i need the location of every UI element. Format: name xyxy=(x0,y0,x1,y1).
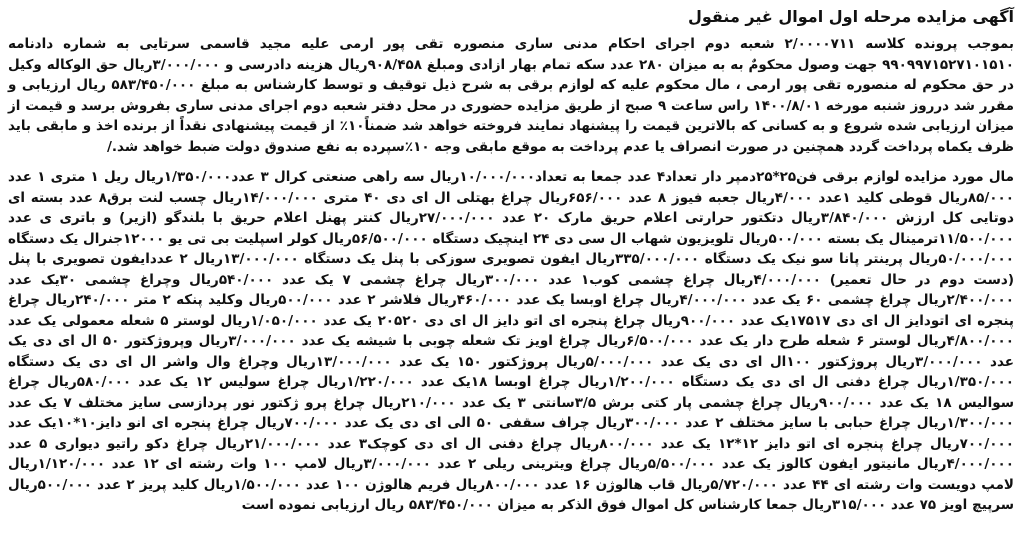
auction-items-paragraph: مال مورد مزایده لوازم برقی فن۲۵*۲۵دمپر دار تعداد۴ عدد جمعا به تعداد۱۰/۰۰۰/۰۰۰ریال سه راهی صنعتی کرال ۳ عدد۱/۳۵۰/۰۰۰ریال ریل ۱ متری ۱ عدد ۸۵/۰۰۰ریال قوطی کلید ۱عدد ۴/۰۰۰ریال جعبه فیوز ۸ عدد ۶۵۶/۰۰۰ریال چراغ بهتلی ال ای دی ۴۰ متری ۱۴/۰۰۰/۰۰۰ریال چسب لنت برق۸ عدد بسته ای دوتایی کل ارزش ۳/۸۴۰/۰۰۰ریال دتکتور حرارتی اعلام حریق مارک ۲۰ عدد ۲۷/۰۰۰/۰۰۰ریال کنتر پهنل اعلام حریق با بلندگو (ازیر) و باتری ی عدد ۱۱/۵۰۰/۰۰۰ترمینال یک بسته ۵۰۰/۰۰۰ریال تلویزیون شهاب ال سی دی ۲۴ اینچیک دستگاه ۵۶/۵۰۰/۰۰۰ریال کولر اسپلیت بی تی یو ۱۲۰۰۰جنرال یک دستگاه ۵۰/۰۰۰/۰۰۰ریال پرینتر پانا سو نیک یک دستگاه ۳۳۵/۰۰۰/۰۰۰ریال ایفون تصویری سوزکی با پنل یک دستگاه ۱۳/۰۰۰/۰۰۰ریال ۲ عددایفون تصویری با پنل (دست دوم در حال تعمیر) ۴/۰۰۰/۰۰۰ریال چراغ چشمی کوب۱ عدد ۳۰۰/۰۰۰ریال چراغ چشمی ۷ یک عدد ۵۴۰/۰۰۰ریال وچراغ چشمی ۳۰یک عدد ۲/۴۰۰/۰۰۰ریال چراغ چشمی ۶۰ یک عدد ۴/۰۰۰/۰۰۰ریال چراغ اوبسا یک عدد ۴۶۰/۰۰۰ریال فلاشر ۲ عدد ۵۰۰/۰۰۰ریال وکلید پنکه ۲ متر ۲۴۰/۰۰۰ریال چراغ پنجره ای اتودایز ال ای دی ۱۷۵۱۷یک عدد ۹۰۰/۰۰۰ریال چراغ پنجره ای اتو دایز ال ای دی ۲۰۵۲۰ یک عدد ۱/۰۵۰/۰۰۰ریال لوستر ۵ شعله معمولی یک عدد ۴/۸۰۰/۰۰۰ریال لوستر ۶ شعله طرح دار یک عدد ۶/۵۰۰/۰۰۰ریال چراغ اویز تک شعله چوبی با شیشه یک عدد ۳/۰۰۰/۰۰۰ریال وپروژکتور ۵۰ ال ای دی یک عدد ۳/۰۰۰/۰۰۰ریال پروژکتور ۱۰۰ال ای دی یک عدد ۵/۰۰۰/۰۰۰ریال پروژکتور ۱۵۰ یک عدد ۱۳/۰۰۰/۰۰۰ریال وچراغ وال واشر ال ای دی یک دستگاه ۱/۳۵۰/۰۰۰ریال چراغ دفنی ال ای دی یک دستگاه ۱/۲۰۰/۰۰۰ریال چراغ اوبسا ۱۸یک عدد ۱/۲۲۰/۰۰۰ریال چراغ سولیس ۱۲ یک عدد ۵۸۰/۰۰۰ریال چراغ سوالیس ۱۸ یک عدد ۹۰۰/۰۰۰ریال چراغ چشمی پار کتی برش ۳/۵سانتی ۳ یک عدد ۲۱۰/۰۰۰ریال چراغ پرو ژکتور نور پردازسی سایز مختلف ۷ یک عدد ۱/۳۰۰/۰۰۰ریال چراغ حبابی با سایز مختلف ۲ عدد ۳۰۰/۰۰۰ریال چراف سقفی ۵۰ الی ای دی یک عدد ۷۰۰/۰۰۰ریال چراغ پنجره ای انو دایز۱۰*۱۰یک عدد ۷۰۰/۰۰۰ریال چراغ پنجره ای اتو دایز ۱۲*۱۲ یک عدد ۸۰۰/۰۰۰ریال چراغ دفنی ال ای دی کوچک۳ عدد ۲۱/۰۰۰/۰۰۰ریال چراغ دکو راتیو دیواری ۵ عدد ۴/۰۰۰/۰۰۰ریال مانیتور ایفون کالوز یک عدد ۵/۵۰۰/۰۰۰ریال چراغ ویترینی ریلی ۲ عدد ۳/۰۰۰/۰۰۰ریال لامپ ۱۰۰ وات رشته ای ۱۲ عدد ۱/۱۲۰/۰۰۰ریال لامپ دویست وات رشته ای ۴۴ عدد ۵/۷۲۰/۰۰۰ریال قاب هالوژن ۱۶ عدد ۸۰۰/۰۰۰ریال فریم هالوژن ۱۰۰ عدد ۱/۵۰۰/۰۰۰ریال کلید پریز ۲ عدد ۵۰۰/۰۰۰ریال سرپیچ اویز ۷۵ عدد ۳۱۵/۰۰۰ریال جمعا کارشناس کل اموال فوق الذکر به میزان ۵۸۳/۴۵۰/۰۰۰ ریال ارزیابی نموده است xyxy=(8,169,1014,513)
paragraph-spacer xyxy=(8,157,1014,167)
case-details-paragraph: بموجب پرونده کلاسه ۲/۰۰۰۰۷۱۱ شعبه دوم اجرای احکام مدنی ساری منصوره تقی پور ارمی علیه مجید قاسمی سرتایی به شماره دادنامه ۹۹۰۹۹۷۱۵۲۷۱۰۱۵۱۰ جهت وصول محکوم‌ٌ به به میزان ۲۸۰ عدد سکه تمام بهار ازادی ومبلغ ۹۰۸/۴۵۸ریال هزینه دادرسی و ۳/۰۰۰/۰۰۰ریال حق الوکاله وکیل در حق محکوم له منصوره تقی پور ارمی ، مال محکوم علیه که لوازم برقی به شرح ذیل توقیف و توسط کارشناس به مبلغ ۵۸۳/۴۵۰/۰۰۰ ریال ارزیابی و مقرر شد درروز شنبه مورخه ۱۴۰۰/۸/۰۱ راس ساعت ۹ صبح از طریق مزایده حضوری در محل دفتر شعبه دوم اجرای مدنی ساری بفروش برسد و قیمت از میزان ارزیابی شده شروع و به کسانی که بالاترین قیمت را پیشنهاد نمایند فروخته خواهد شد ضمناً۱۰٪ از قیمت پیشنهادی نقداً از برنده اخذ و مابقی باید ظرف یکماه پرداخت گردد همچنین در صورت انصراف یا عدم پرداخت به موقع مابقی وجه ۱۰٪سپرده به نفع صندوق دولت ضبط خواهد شد./ xyxy=(8,36,1015,155)
notice-title: آگهی مزایده مرحله اول اموال غیر منقول xyxy=(687,7,1014,26)
